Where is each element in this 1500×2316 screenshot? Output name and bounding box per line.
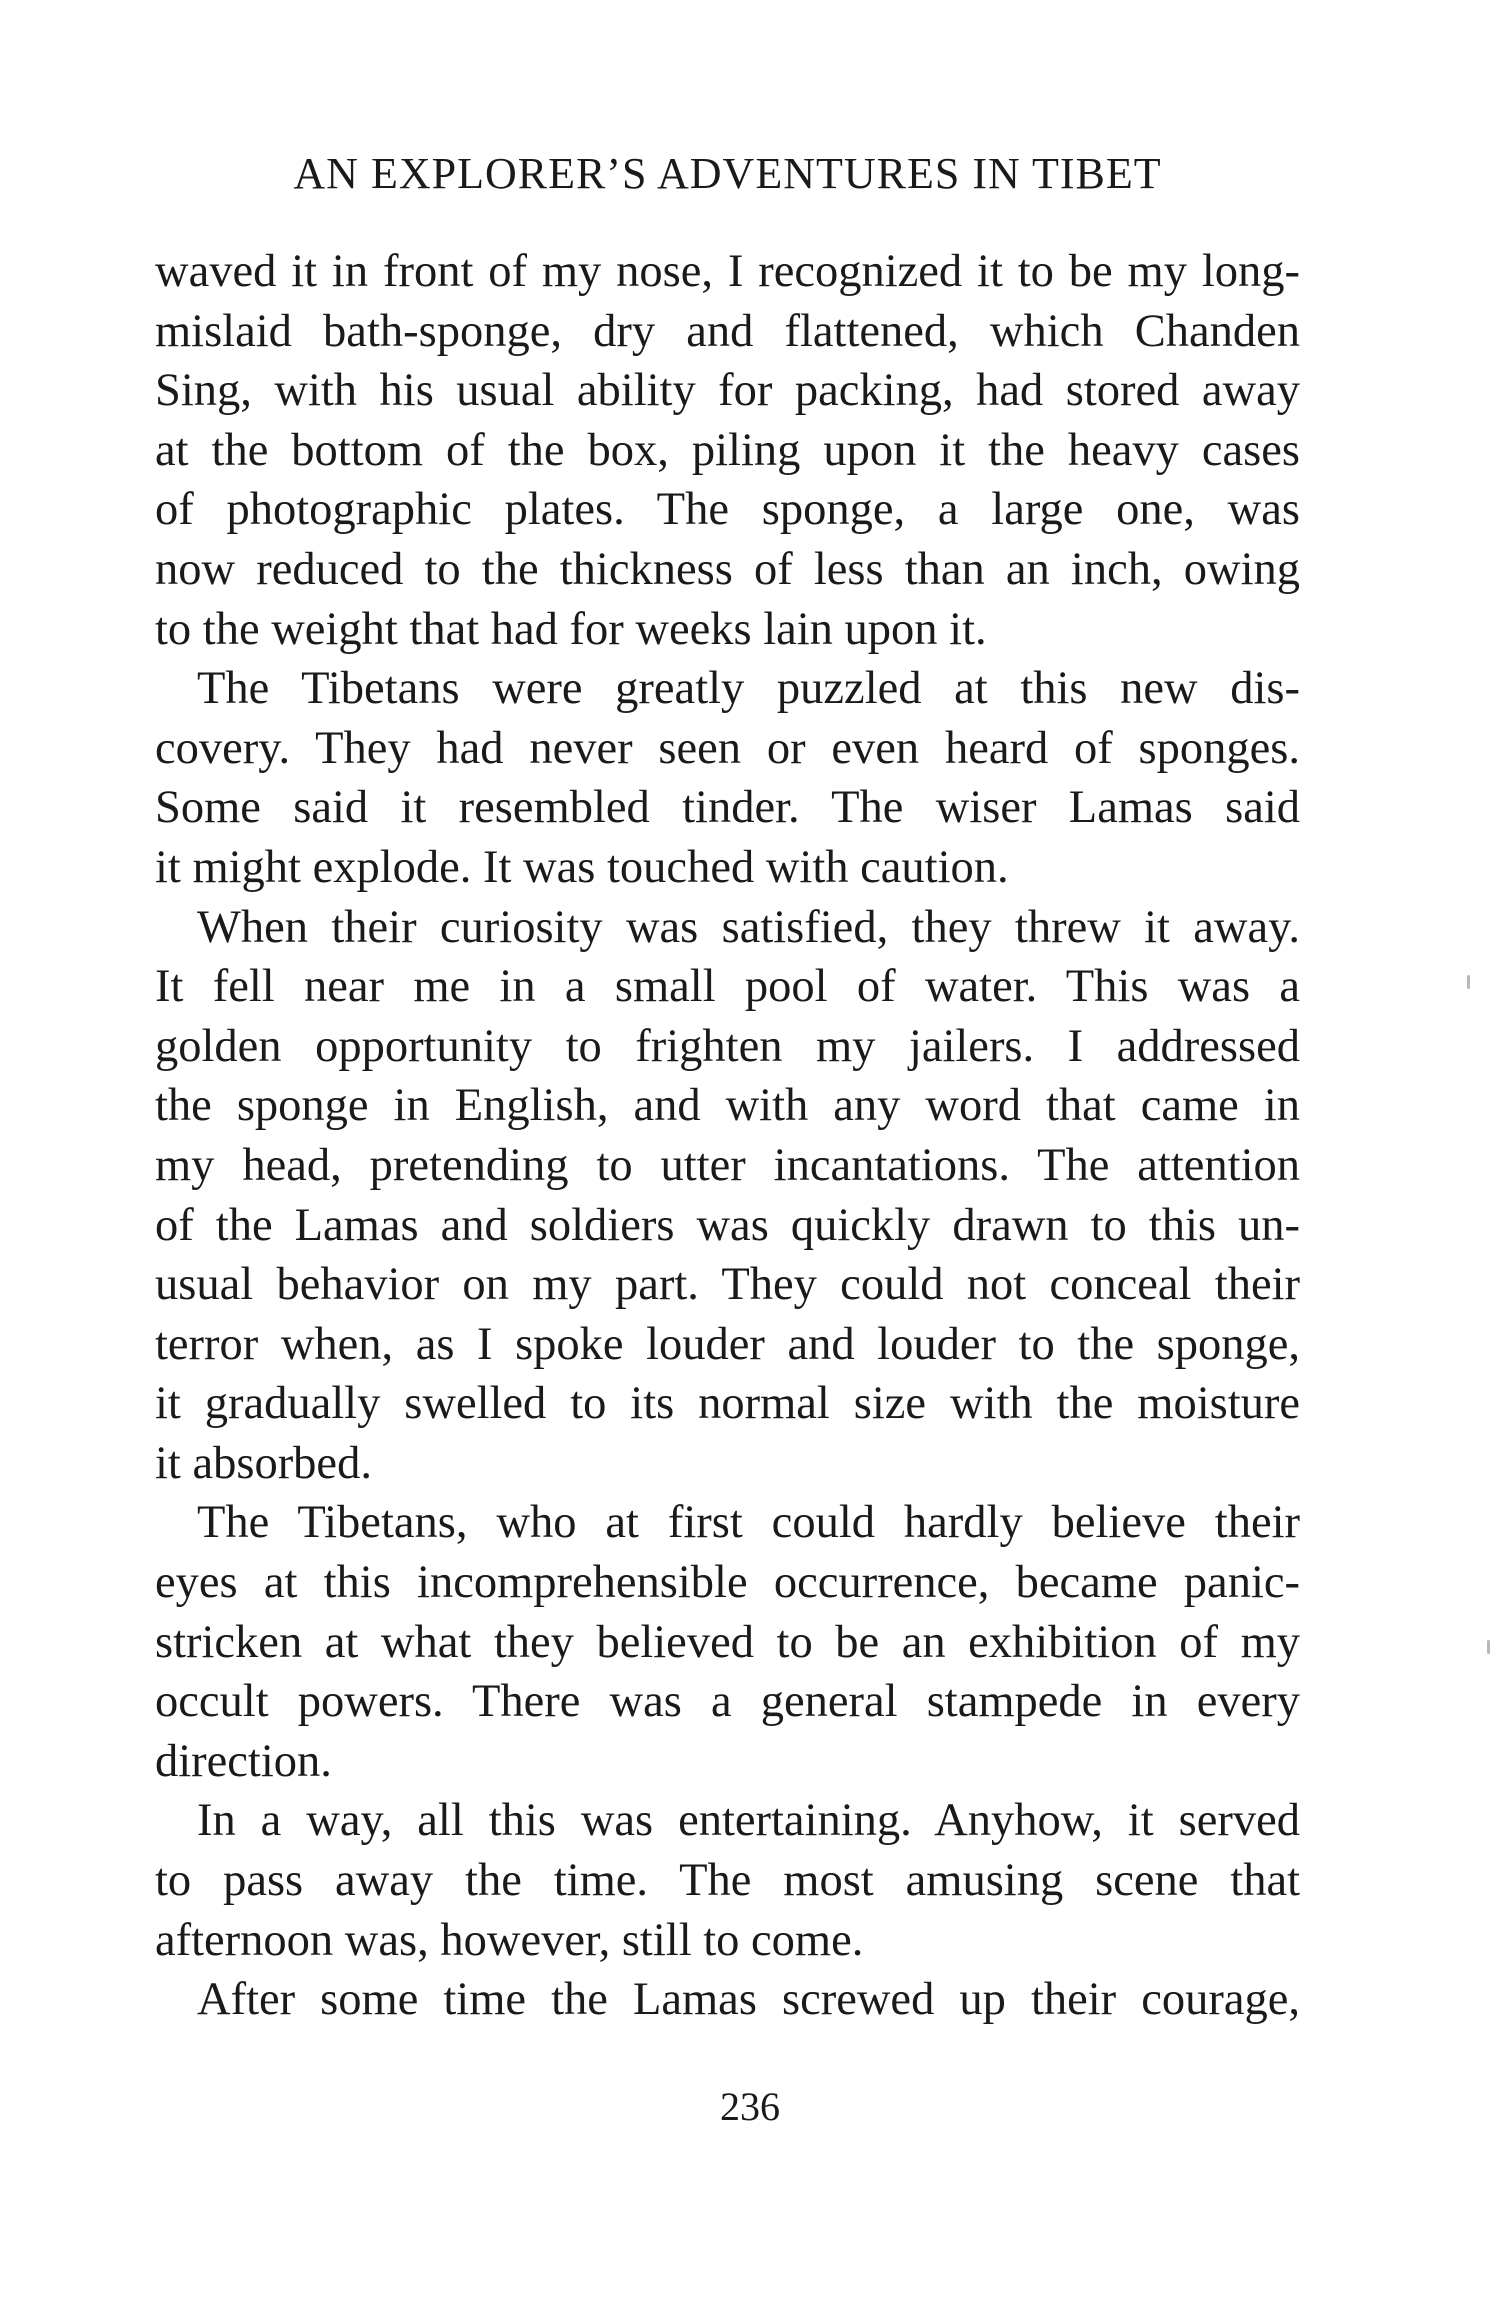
- text-line: direction.: [155, 1735, 332, 1787]
- text-line: the sponge in English, and with any word that came in: [155, 1080, 1300, 1132]
- paragraph: [155, 242, 1300, 659]
- text-line: covery. They had never seen or even heard of sponges.: [155, 722, 1300, 774]
- text-line: of photographic plates. The sponge, a large one, was: [155, 484, 1300, 536]
- paragraph: [155, 1493, 1300, 1791]
- text-line: eyes at this incomprehensible occurrence, became panic-: [155, 1557, 1300, 1609]
- text-line: stricken at what they believed to be an exhibition of my: [155, 1616, 1300, 1668]
- paragraph: [155, 659, 1300, 897]
- running-head: AN EXPLORER’S ADVENTURES IN TIBET: [293, 149, 1162, 198]
- text-line: usual behavior on my part. They could not conceal their: [155, 1259, 1300, 1311]
- body-text: [155, 242, 1300, 2030]
- text-line: In a way, all this was entertaining. Anyhow, it served: [197, 1795, 1300, 1847]
- text-line: The Tibetans, who at first could hardly believe their: [197, 1497, 1300, 1549]
- text-line: Some said it resembled tinder. The wiser Lamas said: [155, 782, 1300, 834]
- text-line: afternoon was, however, still to come.: [155, 1914, 864, 1966]
- text-line: now reduced to the thickness of less than an inch, owing: [155, 543, 1300, 595]
- paragraph: [155, 1791, 1300, 1970]
- text-line: After some time the Lamas screwed up their courage,: [197, 1974, 1300, 2026]
- paragraph: [155, 1970, 1300, 2030]
- text-line: mislaid bath-sponge, dry and flattened, which Chanden: [155, 305, 1300, 357]
- margin-speck: [1487, 1640, 1490, 1654]
- text-line: to the weight that had for weeks lain upon it.: [155, 603, 987, 655]
- margin-speck: [1467, 975, 1470, 989]
- text-line: it gradually swelled to its normal size with the moisture: [155, 1378, 1300, 1430]
- text-line: The Tibetans were greatly puzzled at this new dis-: [197, 663, 1300, 715]
- text-line: of the Lamas and soldiers was quickly drawn to this un-: [155, 1199, 1300, 1251]
- paragraph: [155, 898, 1300, 1494]
- page-number: 236: [720, 2084, 780, 2129]
- text-line: golden opportunity to frighten my jailers. I addressed: [155, 1020, 1300, 1072]
- text-line: to pass away the time. The most amusing scene that: [155, 1855, 1300, 1907]
- text-line: occult powers. There was a general stampede in every: [155, 1676, 1300, 1728]
- text-line: my head, pretending to utter incantations. The attention: [155, 1139, 1300, 1191]
- text-line: It fell near me in a small pool of water. This was a: [155, 961, 1300, 1013]
- text-line: it might explode. It was touched with caution.: [155, 841, 1009, 893]
- text-line: at the bottom of the box, piling upon it the heavy cases: [155, 424, 1300, 476]
- text-line: When their curiosity was satisfied, they threw it away.: [197, 901, 1300, 953]
- text-line: it absorbed.: [155, 1437, 372, 1489]
- text-line: waved it in front of my nose, I recognized it to be my long-: [155, 246, 1300, 297]
- text-line: Sing, with his usual ability for packing, had stored away: [155, 365, 1300, 417]
- text-line: terror when, as I spoke louder and louder to the sponge,: [155, 1318, 1300, 1370]
